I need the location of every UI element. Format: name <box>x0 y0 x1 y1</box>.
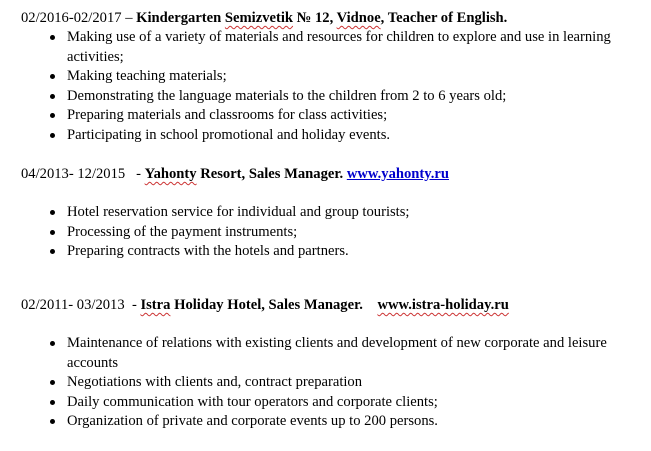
duty-item <box>21 412 635 432</box>
duty-text: Preparing contracts with the hotels and partners. <box>67 243 349 259</box>
bullet-icon <box>50 400 55 405</box>
duties-list <box>21 203 635 262</box>
duty-item <box>21 203 635 223</box>
duty-text: Processing of the payment instruments; <box>67 223 298 240</box>
job-dates: 02/2011- 03/2013 <box>21 297 125 313</box>
duty-text: Negotiations with clients and, contract preparation <box>67 374 363 390</box>
duty-item <box>21 28 635 67</box>
job-entry-yahonty <box>21 165 635 262</box>
org-text: Resort, Sales Manager. <box>196 166 347 182</box>
duties-list <box>21 28 635 145</box>
org-text: Vidnoe <box>336 10 381 26</box>
job-entry-kindergarten <box>21 9 635 145</box>
bullet-icon <box>50 94 55 99</box>
job-organization <box>140 297 508 313</box>
duty-item <box>21 373 635 393</box>
duty-text: Demonstrating the language materials to the children from 2 to 6 years old; <box>67 87 507 104</box>
org-text: Istra <box>140 297 171 313</box>
duty-text: Making use of a variety of materials and resources for children to explore and use in learning activities; <box>67 29 611 65</box>
duty-text: Daily communication with tour operators and corporate clients; <box>67 393 438 410</box>
website-link[interactable]: www.yahonty.ru <box>346 166 449 182</box>
job-heading <box>21 165 635 184</box>
duty-text: Preparing materials and classrooms for class activities; <box>67 107 388 123</box>
job-entry-istra <box>21 296 635 432</box>
duty-text: Hotel reservation service for individual and group tourists; <box>67 204 410 220</box>
bullet-icon <box>50 113 55 118</box>
job-dates: 02/2016-02/2017 <box>21 10 122 26</box>
job-dates: 04/2013- 12/2015 <box>21 166 126 182</box>
bullet-icon <box>50 74 55 79</box>
job-heading <box>21 9 635 28</box>
duty-text: Maintenance of relations with existing clients and development of new corporate and leisure accounts <box>67 335 607 371</box>
bullet-icon <box>50 419 55 424</box>
org-text: № 12, <box>293 10 337 26</box>
bullet-icon <box>50 341 55 346</box>
heading-separator: - <box>125 166 145 182</box>
duty-item <box>21 393 635 413</box>
duty-item <box>21 67 635 87</box>
job-organization <box>136 10 507 26</box>
duty-text: Making teaching materials; <box>67 68 227 84</box>
bullet-icon <box>50 133 55 138</box>
org-text: Holiday Hotel, Sales Manager. <box>170 297 378 313</box>
duty-item <box>21 126 635 146</box>
heading-separator: - <box>124 297 141 313</box>
job-heading <box>21 296 635 315</box>
duty-text: Organization of private and corporate events up to 200 persons. <box>67 413 438 429</box>
bullet-icon <box>50 249 55 254</box>
duty-text: Participating in school promotional and holiday events. <box>67 126 391 143</box>
org-text: Semizvetik <box>224 10 294 26</box>
org-text: Yahonty <box>144 166 197 182</box>
duty-item <box>21 106 635 126</box>
duty-item <box>21 223 635 243</box>
duty-item <box>21 87 635 107</box>
heading-separator: – <box>121 10 137 26</box>
bullet-icon <box>50 35 55 40</box>
bullet-icon <box>50 230 55 235</box>
duties-list <box>21 334 635 432</box>
duty-item <box>21 242 635 262</box>
job-organization <box>145 166 347 182</box>
duty-item <box>21 334 635 373</box>
org-text: Kindergarten <box>136 10 225 26</box>
website-text: www.istra-holiday.ru <box>377 297 509 313</box>
bullet-icon <box>50 380 55 385</box>
org-text: , Teacher of English. <box>380 10 508 26</box>
bullet-icon <box>50 210 55 215</box>
